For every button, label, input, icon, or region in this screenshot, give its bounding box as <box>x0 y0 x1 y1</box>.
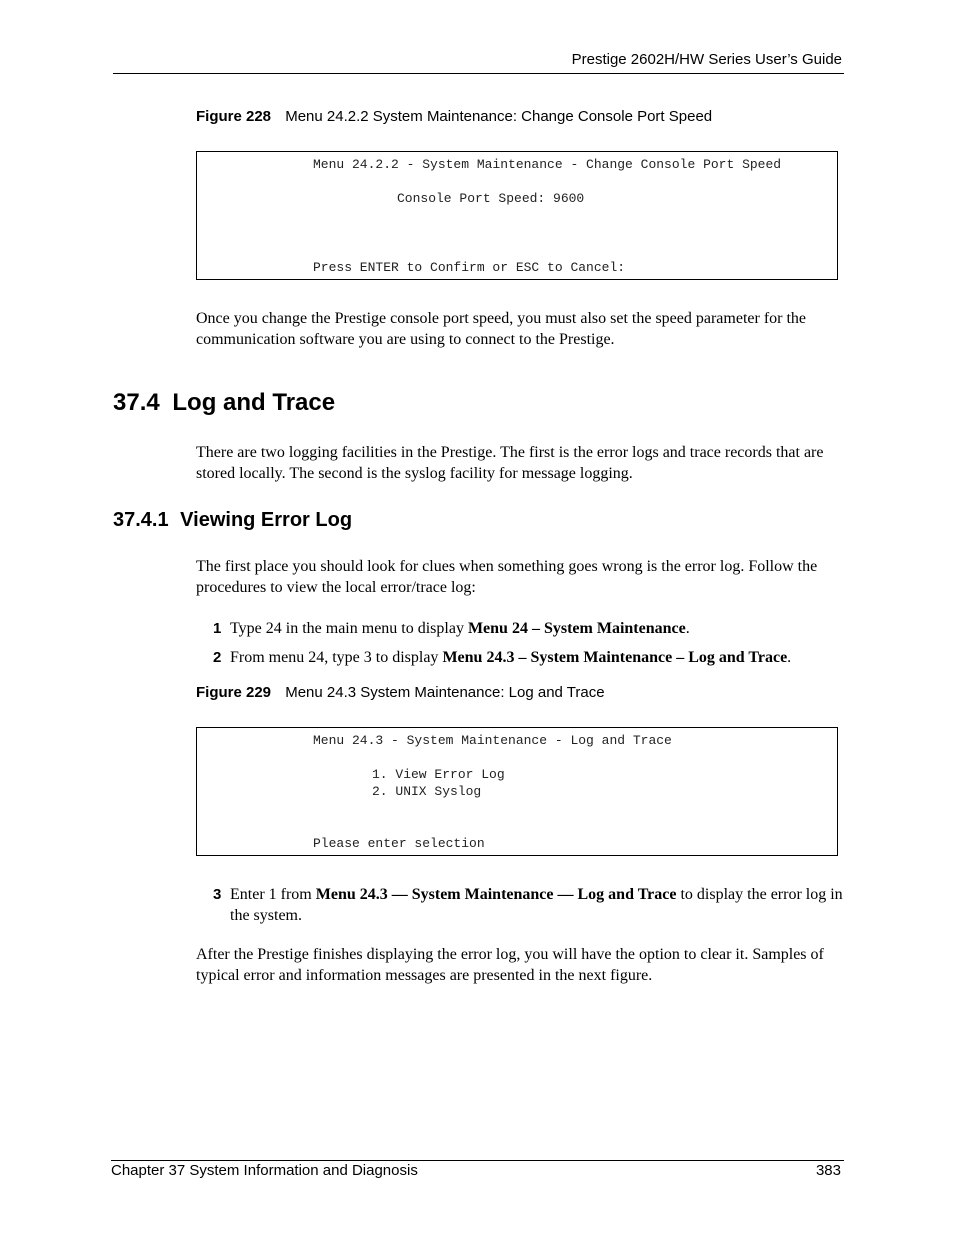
screen-228-title-line: Menu 24.2.2 - System Maintenance - Change Console Port Speed <box>313 157 782 172</box>
figure-228-number: Figure 228 <box>196 108 272 125</box>
screen-229-title-line: Menu 24.3 - System Maintenance - Log and Trace <box>313 733 672 748</box>
step-text-end: to display the error log in the system. <box>230 886 843 924</box>
figure-228-title: Menu 24.2.2 System Maintenance: Change Console Port Speed <box>285 108 713 125</box>
paragraph-error-log-intro: The first place you should look for clues when something goes wrong is the error log. Follow the procedures to view the local error/trace log: <box>196 558 818 596</box>
step-menu-name: Menu 24 – System Maintenance <box>467 620 686 637</box>
paragraph-logging-facilities: There are two logging facilities in the Prestige. The first is the error logs and trace records that are stored locally. The second is the syslog facility for message logging. <box>196 444 824 482</box>
section-number: 37.4 <box>113 389 160 416</box>
screen-229-option-1: 1. View Error Log <box>372 767 505 782</box>
screen-228-speed-line: Console Port Speed: 9600 <box>397 191 585 206</box>
step-number: 3 <box>213 886 222 903</box>
footer-rule <box>111 1160 844 1161</box>
step-item <box>213 885 843 926</box>
figure-229-number: Figure 229 <box>196 684 272 701</box>
figure-229-caption <box>196 684 605 701</box>
running-header: Prestige 2602H/HW Series User’s Guide <box>571 51 842 68</box>
subsection-title: Viewing Error Log <box>180 509 353 531</box>
step-number: 1 <box>213 620 222 637</box>
step-number: 2 <box>213 649 222 666</box>
page-number: 383 <box>815 1162 841 1179</box>
screen-228-prompt-line: Press ENTER to Confirm or ESC to Cancel: <box>313 260 626 275</box>
screen-229-prompt-line: Please enter selection <box>313 836 485 851</box>
figure-228-screen <box>196 151 838 280</box>
paragraph-clear-log: After the Prestige finishes displaying the error log, you will have the option to clear it. Samples of typical error and information messages are presented in the next figure. <box>196 946 824 984</box>
figure-229-screen <box>196 727 838 856</box>
step-text: From menu 24, type 3 to display <box>230 649 443 666</box>
footer-chapter: Chapter 37 System Information and Diagnosis <box>111 1162 418 1179</box>
step-text: Type 24 in the main menu to display <box>230 620 468 637</box>
subsection-heading <box>113 509 352 532</box>
step-text-end: . <box>787 649 792 666</box>
header-rule <box>113 73 844 74</box>
step-menu-name: Menu 24.3 — System Maintenance — Log and Trace <box>315 886 677 903</box>
subsection-number: 37.4.1 <box>113 509 169 531</box>
figure-228-caption <box>196 108 712 125</box>
step-text: Enter 1 from <box>230 886 316 903</box>
section-heading <box>113 389 335 417</box>
step-item <box>213 619 843 640</box>
screen-229-option-2: 2. UNIX Syslog <box>372 784 482 799</box>
step-text-end: . <box>685 620 690 637</box>
figure-229-title: Menu 24.3 System Maintenance: Log and Trace <box>285 684 605 701</box>
section-title: Log and Trace <box>172 389 336 416</box>
paragraph-console-speed: Once you change the Prestige console port speed, you must also set the speed parameter for the communication software you are using to connect to the Prestige. <box>196 310 807 348</box>
step-item <box>213 648 843 669</box>
step-menu-name: Menu 24.3 – System Maintenance – Log and Trace <box>442 649 788 666</box>
